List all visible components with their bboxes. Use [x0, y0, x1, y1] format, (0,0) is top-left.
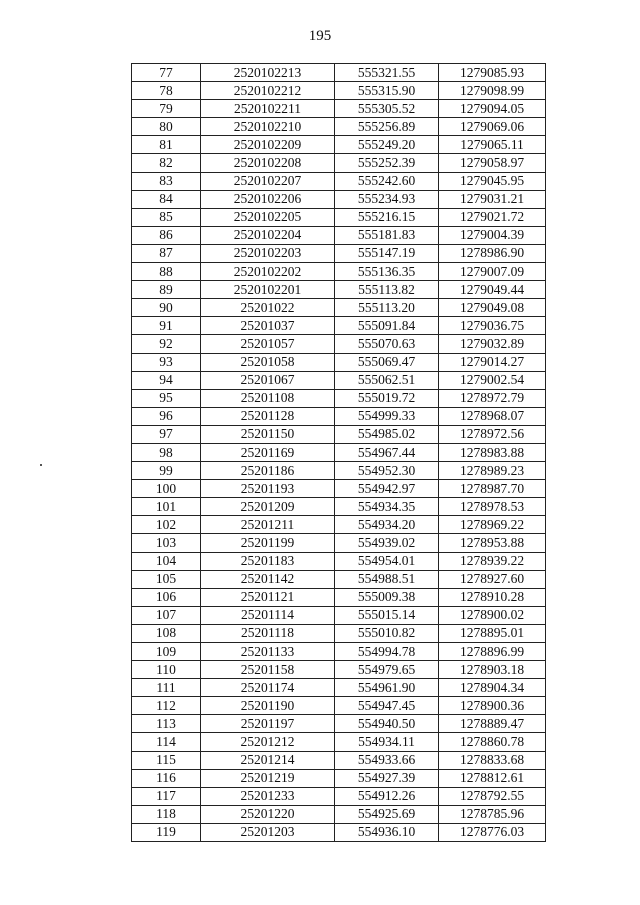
y-coordinate-cell: 1278968.07: [439, 407, 546, 425]
x-coordinate-cell: 554994.78: [335, 643, 439, 661]
point-number-cell: 90: [132, 299, 201, 317]
y-coordinate-cell: 1278927.60: [439, 570, 546, 588]
x-coordinate-cell: 555113.20: [335, 299, 439, 317]
table-row: [132, 679, 546, 697]
y-coordinate-cell: 1279021.72: [439, 208, 546, 226]
y-coordinate-cell: 1278833.68: [439, 751, 546, 769]
table-row: [132, 643, 546, 661]
x-coordinate-cell: 555321.55: [335, 64, 439, 82]
x-coordinate-cell: 555010.82: [335, 624, 439, 642]
x-coordinate-cell: 554934.35: [335, 498, 439, 516]
point-number-cell: 77: [132, 64, 201, 82]
table-row: [132, 606, 546, 624]
y-coordinate-cell: 1279004.39: [439, 226, 546, 244]
y-coordinate-cell: 1278972.79: [439, 389, 546, 407]
y-coordinate-cell: 1278860.78: [439, 733, 546, 751]
table-row: [132, 823, 546, 841]
x-coordinate-cell: 555252.39: [335, 154, 439, 172]
table-row: [132, 190, 546, 208]
table-row: [132, 371, 546, 389]
x-coordinate-cell: 555216.15: [335, 208, 439, 226]
y-coordinate-cell: 1278986.90: [439, 244, 546, 262]
point-number-cell: 95: [132, 389, 201, 407]
table-row: [132, 136, 546, 154]
scan-speck: [40, 464, 42, 466]
table-row: [132, 480, 546, 498]
table-row: [132, 425, 546, 443]
x-coordinate-cell: 555136.35: [335, 263, 439, 281]
table-row: [132, 570, 546, 588]
point-code-cell: 25201108: [201, 389, 335, 407]
point-number-cell: 84: [132, 190, 201, 208]
point-number-cell: 85: [132, 208, 201, 226]
point-number-cell: 115: [132, 751, 201, 769]
point-number-cell: 111: [132, 679, 201, 697]
point-number-cell: 106: [132, 588, 201, 606]
y-coordinate-cell: 1279002.54: [439, 371, 546, 389]
table-row: [132, 244, 546, 262]
table-row: [132, 769, 546, 787]
point-code-cell: 2520102213: [201, 64, 335, 82]
point-code-cell: 2520102201: [201, 281, 335, 299]
table-row: [132, 534, 546, 552]
point-code-cell: 2520102212: [201, 82, 335, 100]
y-coordinate-cell: 1278785.96: [439, 805, 546, 823]
point-number-cell: 89: [132, 281, 201, 299]
point-code-cell: 25201022: [201, 299, 335, 317]
table-row: [132, 281, 546, 299]
y-coordinate-cell: 1278903.18: [439, 661, 546, 679]
y-coordinate-cell: 1279094.05: [439, 100, 546, 118]
point-code-cell: 25201211: [201, 516, 335, 534]
point-number-cell: 109: [132, 643, 201, 661]
point-number-cell: 83: [132, 172, 201, 190]
point-code-cell: 25201190: [201, 697, 335, 715]
point-code-cell: 25201158: [201, 661, 335, 679]
point-number-cell: 116: [132, 769, 201, 787]
x-coordinate-cell: 555015.14: [335, 606, 439, 624]
point-code-cell: 25201197: [201, 715, 335, 733]
point-number-cell: 91: [132, 317, 201, 335]
point-number-cell: 114: [132, 733, 201, 751]
table-row: [132, 335, 546, 353]
x-coordinate-cell: 555062.51: [335, 371, 439, 389]
x-coordinate-cell: 555234.93: [335, 190, 439, 208]
table-row: [132, 100, 546, 118]
x-coordinate-cell: 554942.97: [335, 480, 439, 498]
point-code-cell: 2520102206: [201, 190, 335, 208]
page-number: 195: [308, 28, 332, 44]
point-code-cell: 2520102205: [201, 208, 335, 226]
point-number-cell: 118: [132, 805, 201, 823]
x-coordinate-cell: 554934.11: [335, 733, 439, 751]
x-coordinate-cell: 555009.38: [335, 588, 439, 606]
y-coordinate-cell: 1278969.22: [439, 516, 546, 534]
point-code-cell: 25201199: [201, 534, 335, 552]
x-coordinate-cell: 555305.52: [335, 100, 439, 118]
point-code-cell: 25201233: [201, 787, 335, 805]
point-code-cell: 25201220: [201, 805, 335, 823]
y-coordinate-cell: 1279032.89: [439, 335, 546, 353]
x-coordinate-cell: 554954.01: [335, 552, 439, 570]
coordinates-table: [131, 63, 546, 842]
point-number-cell: 78: [132, 82, 201, 100]
point-code-cell: 25201133: [201, 643, 335, 661]
point-number-cell: 113: [132, 715, 201, 733]
table-row: [132, 498, 546, 516]
y-coordinate-cell: 1278939.22: [439, 552, 546, 570]
table-row: [132, 263, 546, 281]
point-number-cell: 98: [132, 443, 201, 461]
point-code-cell: 25201114: [201, 606, 335, 624]
x-coordinate-cell: 554985.02: [335, 425, 439, 443]
table-row: [132, 443, 546, 461]
point-code-cell: 2520102211: [201, 100, 335, 118]
table-row: [132, 715, 546, 733]
point-code-cell: 25201058: [201, 353, 335, 371]
point-number-cell: 100: [132, 480, 201, 498]
point-number-cell: 79: [132, 100, 201, 118]
y-coordinate-cell: 1278989.23: [439, 462, 546, 480]
point-code-cell: 25201121: [201, 588, 335, 606]
y-coordinate-cell: 1278972.56: [439, 425, 546, 443]
table-row: [132, 462, 546, 480]
y-coordinate-cell: 1278953.88: [439, 534, 546, 552]
point-code-cell: 2520102207: [201, 172, 335, 190]
x-coordinate-cell: 554952.30: [335, 462, 439, 480]
point-number-cell: 104: [132, 552, 201, 570]
table-row: [132, 661, 546, 679]
x-coordinate-cell: 555091.84: [335, 317, 439, 335]
table-row: [132, 118, 546, 136]
x-coordinate-cell: 554925.69: [335, 805, 439, 823]
point-code-cell: 25201142: [201, 570, 335, 588]
point-code-cell: 2520102202: [201, 263, 335, 281]
table-row: [132, 317, 546, 335]
point-code-cell: 25201037: [201, 317, 335, 335]
table-row: [132, 172, 546, 190]
point-number-cell: 102: [132, 516, 201, 534]
table-row: [132, 516, 546, 534]
coordinates-table-body: [132, 64, 546, 842]
x-coordinate-cell: 555181.83: [335, 226, 439, 244]
y-coordinate-cell: 1278776.03: [439, 823, 546, 841]
x-coordinate-cell: 554947.45: [335, 697, 439, 715]
y-coordinate-cell: 1278983.88: [439, 443, 546, 461]
point-code-cell: 25201174: [201, 679, 335, 697]
point-code-cell: 25201214: [201, 751, 335, 769]
point-code-cell: 25201183: [201, 552, 335, 570]
point-number-cell: 117: [132, 787, 201, 805]
table-row: [132, 389, 546, 407]
x-coordinate-cell: 554934.20: [335, 516, 439, 534]
x-coordinate-cell: 554927.39: [335, 769, 439, 787]
y-coordinate-cell: 1278812.61: [439, 769, 546, 787]
table-row: [132, 353, 546, 371]
point-code-cell: 2520102204: [201, 226, 335, 244]
point-number-cell: 87: [132, 244, 201, 262]
table-row: [132, 805, 546, 823]
point-number-cell: 88: [132, 263, 201, 281]
x-coordinate-cell: 554961.90: [335, 679, 439, 697]
x-coordinate-cell: 554979.65: [335, 661, 439, 679]
point-number-cell: 92: [132, 335, 201, 353]
point-number-cell: 105: [132, 570, 201, 588]
point-number-cell: 97: [132, 425, 201, 443]
point-number-cell: 110: [132, 661, 201, 679]
point-number-cell: 94: [132, 371, 201, 389]
y-coordinate-cell: 1279085.93: [439, 64, 546, 82]
point-code-cell: 25201118: [201, 624, 335, 642]
point-code-cell: 2520102208: [201, 154, 335, 172]
y-coordinate-cell: 1279049.08: [439, 299, 546, 317]
x-coordinate-cell: 555147.19: [335, 244, 439, 262]
point-number-cell: 86: [132, 226, 201, 244]
x-coordinate-cell: 554999.33: [335, 407, 439, 425]
y-coordinate-cell: 1278987.70: [439, 480, 546, 498]
point-number-cell: 103: [132, 534, 201, 552]
y-coordinate-cell: 1279065.11: [439, 136, 546, 154]
point-number-cell: 96: [132, 407, 201, 425]
y-coordinate-cell: 1278889.47: [439, 715, 546, 733]
table-row: [132, 226, 546, 244]
x-coordinate-cell: 555315.90: [335, 82, 439, 100]
y-coordinate-cell: 1279069.06: [439, 118, 546, 136]
point-code-cell: 25201203: [201, 823, 335, 841]
x-coordinate-cell: 555256.89: [335, 118, 439, 136]
table-row: [132, 697, 546, 715]
table-row: [132, 751, 546, 769]
table-row: [132, 82, 546, 100]
point-code-cell: 25201128: [201, 407, 335, 425]
y-coordinate-cell: 1279036.75: [439, 317, 546, 335]
x-coordinate-cell: 554988.51: [335, 570, 439, 588]
point-code-cell: 25201057: [201, 335, 335, 353]
y-coordinate-cell: 1278900.02: [439, 606, 546, 624]
point-code-cell: 25201212: [201, 733, 335, 751]
x-coordinate-cell: 554933.66: [335, 751, 439, 769]
y-coordinate-cell: 1278896.99: [439, 643, 546, 661]
point-code-cell: 25201219: [201, 769, 335, 787]
table-row: [132, 624, 546, 642]
table-row: [132, 64, 546, 82]
x-coordinate-cell: 554912.26: [335, 787, 439, 805]
x-coordinate-cell: 555019.72: [335, 389, 439, 407]
point-code-cell: 25201067: [201, 371, 335, 389]
table-row: [132, 552, 546, 570]
y-coordinate-cell: 1278978.53: [439, 498, 546, 516]
table-row: [132, 733, 546, 751]
point-code-cell: 25201209: [201, 498, 335, 516]
point-number-cell: 81: [132, 136, 201, 154]
point-code-cell: 2520102209: [201, 136, 335, 154]
table-row: [132, 407, 546, 425]
point-number-cell: 108: [132, 624, 201, 642]
y-coordinate-cell: 1278900.36: [439, 697, 546, 715]
table-row: [132, 787, 546, 805]
point-code-cell: 2520102203: [201, 244, 335, 262]
point-number-cell: 99: [132, 462, 201, 480]
point-number-cell: 93: [132, 353, 201, 371]
point-number-cell: 119: [132, 823, 201, 841]
point-code-cell: 25201193: [201, 480, 335, 498]
y-coordinate-cell: 1279014.27: [439, 353, 546, 371]
y-coordinate-cell: 1279007.09: [439, 263, 546, 281]
y-coordinate-cell: 1278895.01: [439, 624, 546, 642]
table-row: [132, 154, 546, 172]
y-coordinate-cell: 1278792.55: [439, 787, 546, 805]
point-number-cell: 80: [132, 118, 201, 136]
x-coordinate-cell: 555069.47: [335, 353, 439, 371]
y-coordinate-cell: 1279098.99: [439, 82, 546, 100]
y-coordinate-cell: 1279031.21: [439, 190, 546, 208]
x-coordinate-cell: 554936.10: [335, 823, 439, 841]
point-number-cell: 82: [132, 154, 201, 172]
x-coordinate-cell: 555249.20: [335, 136, 439, 154]
y-coordinate-cell: 1278910.28: [439, 588, 546, 606]
y-coordinate-cell: 1279049.44: [439, 281, 546, 299]
table-row: [132, 299, 546, 317]
point-code-cell: 25201186: [201, 462, 335, 480]
y-coordinate-cell: 1279045.95: [439, 172, 546, 190]
x-coordinate-cell: 555113.82: [335, 281, 439, 299]
x-coordinate-cell: 554939.02: [335, 534, 439, 552]
point-code-cell: 2520102210: [201, 118, 335, 136]
y-coordinate-cell: 1278904.34: [439, 679, 546, 697]
x-coordinate-cell: 555070.63: [335, 335, 439, 353]
point-number-cell: 101: [132, 498, 201, 516]
point-code-cell: 25201150: [201, 425, 335, 443]
table-row: [132, 588, 546, 606]
table-row: [132, 208, 546, 226]
point-number-cell: 107: [132, 606, 201, 624]
point-code-cell: 25201169: [201, 443, 335, 461]
y-coordinate-cell: 1279058.97: [439, 154, 546, 172]
x-coordinate-cell: 555242.60: [335, 172, 439, 190]
x-coordinate-cell: 554967.44: [335, 443, 439, 461]
point-number-cell: 112: [132, 697, 201, 715]
x-coordinate-cell: 554940.50: [335, 715, 439, 733]
